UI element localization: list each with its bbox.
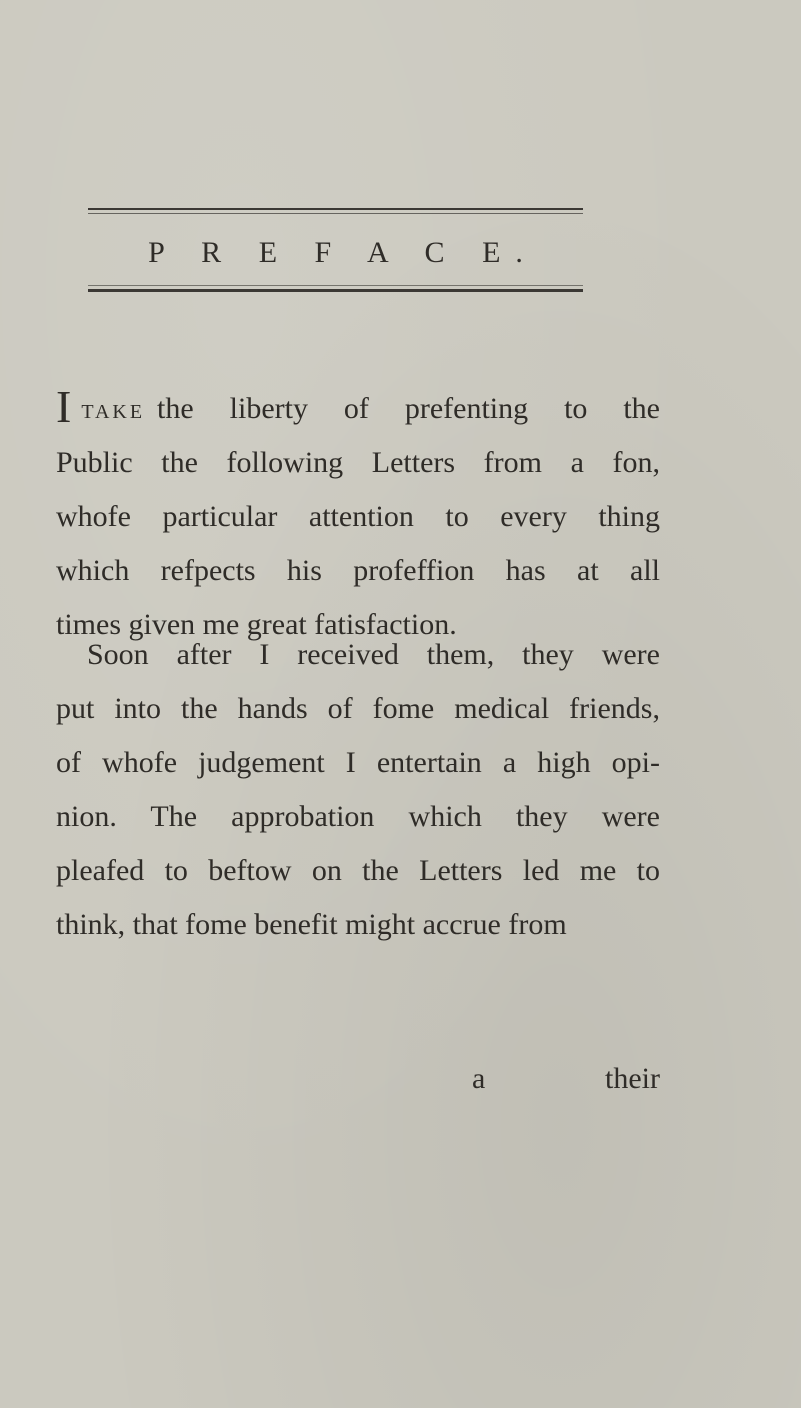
paragraph-2-line-6: think, that fome benefit might accrue from: [56, 908, 567, 941]
paragraph-1-line-5: times given me great fatisfaction.: [56, 608, 457, 641]
paragraph-2-line-1: Soon after I received them, they were: [87, 638, 660, 671]
first-word: TAKE: [81, 401, 146, 423]
header-rule-top: [88, 208, 583, 210]
drop-cap: I: [56, 381, 72, 432]
paragraph-1-line-2: Public the following Letters from a fon,: [56, 446, 660, 479]
line-text: the liberty of prefenting to the: [157, 392, 660, 425]
paragraph-2-line-3: of whofe judgement I entertain a high opi-: [56, 746, 660, 779]
paragraph-2-line-4: nion. The approbation which they were: [56, 800, 660, 833]
signature-mark: a: [472, 1062, 486, 1095]
paragraph-1-line-4: which refpects his profeffion has at all: [56, 554, 660, 587]
catchword: their: [605, 1062, 660, 1095]
header-rule-bottom-thin: [88, 285, 583, 286]
header-rule-top-thin: [88, 213, 583, 214]
paragraph-1-line-1: [56, 382, 660, 436]
opening-words: [56, 382, 145, 439]
paragraph-1: [56, 382, 660, 652]
paragraph-2-line-2: put into the hands of fome medical friends,: [56, 692, 660, 725]
paragraph-1-line-3: whofe particular attention to every thing: [56, 500, 660, 533]
page-footer: [56, 1062, 660, 1102]
header-rule-bottom: [88, 289, 583, 292]
paragraph-2: [56, 628, 660, 952]
paragraph-2-line-5: pleafed to beftow on the Letters led me to: [56, 854, 660, 887]
page-title: P R E F A C E.: [148, 236, 538, 269]
